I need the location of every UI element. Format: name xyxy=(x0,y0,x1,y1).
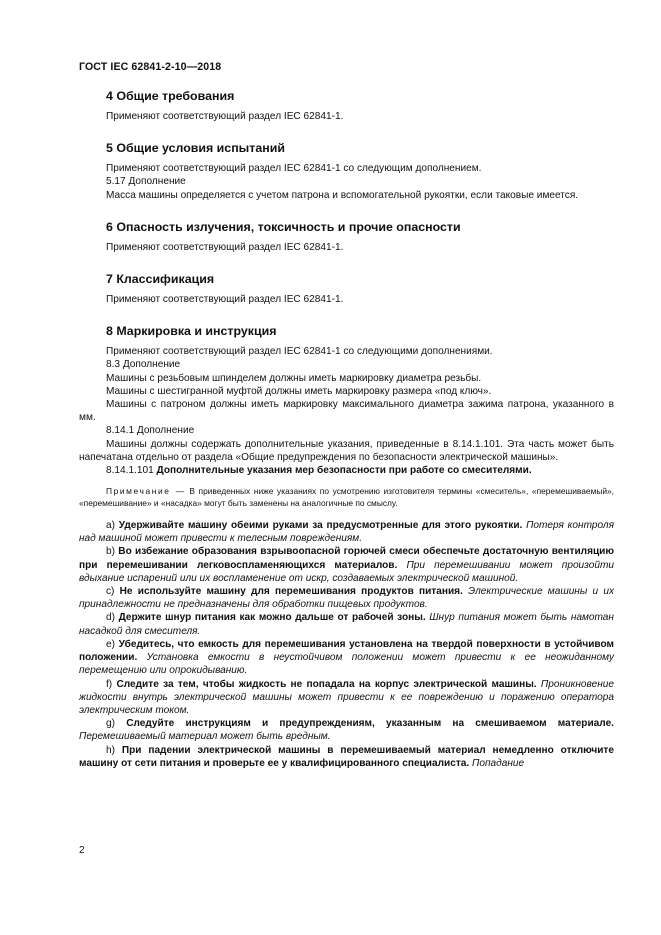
note-label: Примечание — xyxy=(106,486,186,497)
list-item xyxy=(79,638,614,678)
list-item xyxy=(79,519,614,545)
item-explanation: Проникновение жидкости внутрь электрической машины может привести к ее повреждению и поражению оператора электрическим током. xyxy=(79,678,614,716)
item-letter: h) xyxy=(106,744,115,756)
section-8-14-1-101 xyxy=(79,464,614,477)
item-letter: c) xyxy=(106,586,115,598)
item-instruction: Следите за тем, чтобы жидкость не попадала на корпус электрической машины. xyxy=(116,678,537,690)
section-6-heading: 6 Опасность излучения, токсичность и прочие опасности xyxy=(106,219,461,234)
document-body xyxy=(79,88,614,770)
item-letter: e) xyxy=(106,638,115,650)
item-explanation: Перемешиваемый материал может быть вредным. xyxy=(79,731,331,743)
item-explanation: Потеря контроля над машиной может привести к телесным повреждениям. xyxy=(79,520,614,545)
item-letter: d) xyxy=(106,612,115,624)
clause-number: 8.14.1.101 xyxy=(106,465,154,477)
list-item xyxy=(79,545,614,585)
item-letter: b) xyxy=(106,546,115,558)
section-8-3-text-3: Машины с патроном должны иметь маркировку максимального диаметра зажима патрона, указанного в мм. xyxy=(79,399,614,424)
section-4-text: Применяют соответствующий раздел IEC 62841-1. xyxy=(106,111,344,122)
item-explanation: При перемешивании может произойти вдыхание испарений или их воспламенение от искр, создаваемых электрической машиной. xyxy=(79,559,614,584)
item-letter: g) xyxy=(106,718,115,730)
item-explanation: Шнур питания может быть намотан насадкой для смесителя. xyxy=(79,612,614,637)
section-8-14-1-text: Машины должны содержать дополнительные указания, приведенные в 8.14.1.101. Эта часть может быть напечатана отдельно от раздела «Общие предупреждения по безопасности электрической машины». xyxy=(79,438,614,463)
section-4-heading: 4 Общие требования xyxy=(106,89,235,103)
item-instruction: Не используйте машину для перемешивания продуктов питания. xyxy=(119,586,463,598)
item-instruction: Удерживайте машину обеими руками за предусмотренные для этого рукоятки. xyxy=(118,520,523,532)
section-8-heading: 8 Маркировка и инструкция xyxy=(106,324,277,339)
section-7-heading: 7 Классификация xyxy=(106,272,215,287)
section-8-3-text-1: Машины с резьбовым шпинделем должны иметь маркировку диаметра резьбы. xyxy=(106,372,482,384)
item-letter: f) xyxy=(106,678,113,690)
list-item xyxy=(79,611,614,637)
item-explanation: Электрические машины и их принадлежности не предназначены для обработки пищевых продуктов. xyxy=(79,586,614,611)
note xyxy=(79,486,614,509)
section-8-3-text-2: Машины с шестигранной муфтой должны иметь маркировку размера «под ключ». xyxy=(106,385,492,397)
list-item xyxy=(79,678,614,718)
item-instruction: Во избежание образования взрывоопасной горючей смеси обеспечьте достаточную вентиляцию при перемешивании легковоспламеняющихся материалов. xyxy=(79,546,614,571)
section-5-17-label: 5.17 Дополнение xyxy=(106,176,186,188)
section-5-text: Применяют соответствующий раздел IEC 62841-1 со следующим дополнением. xyxy=(106,163,482,175)
section-6-text: Применяют соответствующий раздел IEC 62841-1. xyxy=(106,241,344,253)
page-number: 2 xyxy=(79,845,85,856)
section-7-text: Применяют соответствующий раздел IEC 62841-1. xyxy=(106,294,344,306)
item-instruction: Держите шнур питания как можно дальше от рабочей зоны. xyxy=(118,612,426,624)
list-item xyxy=(79,585,614,611)
safety-instructions-list xyxy=(79,519,614,770)
document-header: ГОСТ IEC 62841-2-10—2018 xyxy=(79,61,222,73)
item-instruction: При падении электрической машины в перемешиваемый материал немедленно отключите машину от сети питания и проверьте ее у квалифицированного специалиста. xyxy=(79,744,614,769)
section-5-heading: 5 Общие условия испытаний xyxy=(106,141,285,156)
clause-title: Дополнительные указания мер безопасности при работе со смесителями. xyxy=(156,465,532,477)
section-8-14-1-label: 8.14.1 Дополнение xyxy=(106,425,195,437)
item-instruction: Убедитесь, что емкость для перемешивания установлена на твердой поверхности в устойчивом положении. xyxy=(79,638,614,664)
list-item xyxy=(79,744,614,770)
section-5-17-text: Масса машины определяется с учетом патрона и вспомогательной рукоятки, если таковые имеется. xyxy=(106,189,579,201)
section-8-text: Применяют соответствующий раздел IEC 62841-1 со следующими дополнениями. xyxy=(106,346,493,358)
note-text: В приведенных ниже указаниях по усмотрению изготовителя термины «смеситель», «перемешиваемый», «перемешивание» и «насадка» могут быть заменены на аналогичные по смыслу. xyxy=(79,486,615,508)
item-letter: a) xyxy=(106,520,115,532)
section-8-3-label: 8.3 Дополнение xyxy=(106,359,181,371)
item-explanation: Попадание xyxy=(472,757,525,769)
list-item xyxy=(79,717,614,743)
item-explanation: Установка емкости в неустойчивом положении может привести к ее неожиданному перемещению или опрокидыванию. xyxy=(79,652,614,677)
item-instruction: Следуйте инструкциям и предупреждениям, указанным на смешиваемом материале. xyxy=(126,718,614,730)
